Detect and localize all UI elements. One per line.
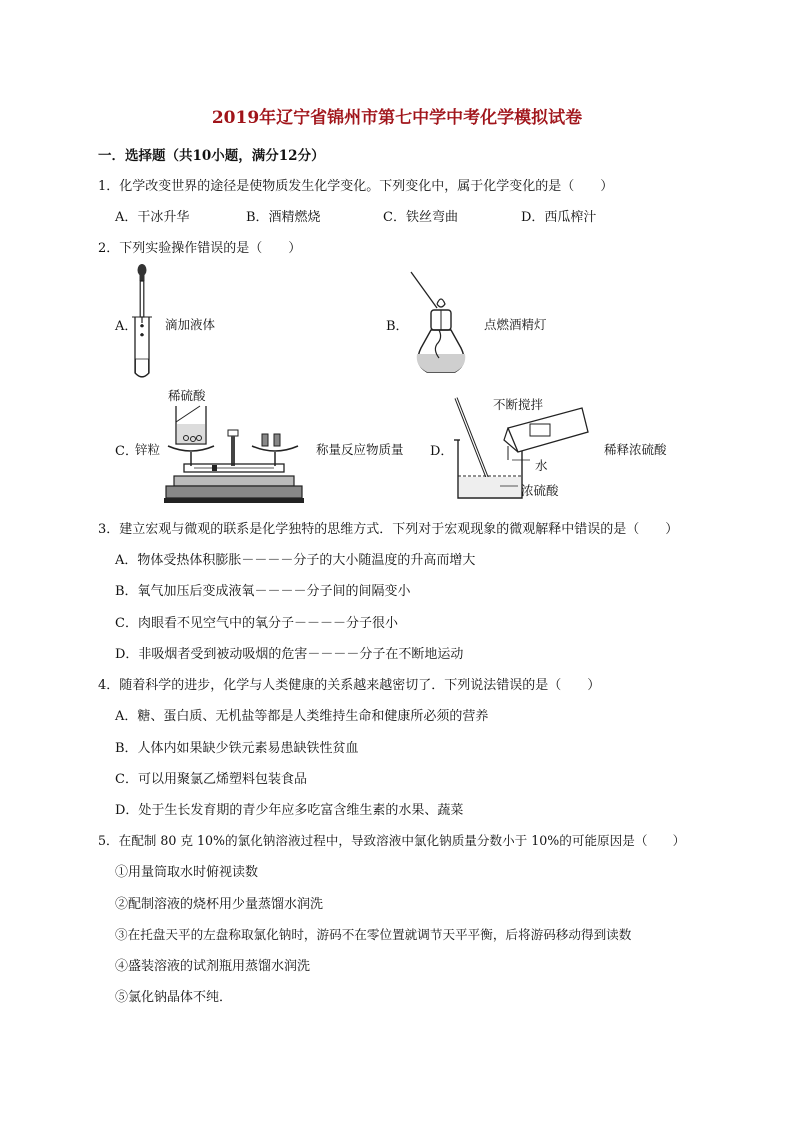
question-3-option-a: A．物体受热体积膨胀－－－－分子的大小随温度的升高而增大 xyxy=(115,553,476,568)
question-4-option-a: A．糖、蛋白质、无机盐等都是人类维持生命和健康所必须的营养 xyxy=(115,709,489,724)
question-2-option-d-stir-label: 不断搅拌 xyxy=(493,397,544,412)
question-5-item-2: ②配制溶液的烧杯用少量蒸馏水润洗 xyxy=(115,897,324,912)
question-3-option-b: B．氧气加压后变成液氧－－－－分子间的间隔变小 xyxy=(115,584,411,599)
question-4-stem: 4．随着科学的进步，化学与人类健康的关系越来越密切了．下列说法错误的是（ ） xyxy=(98,678,601,693)
question-3-option-d: D．非吸烟者受到被动吸烟的危害－－－－分子在不断地运动 xyxy=(115,647,464,662)
question-2-option-d-water-label: 水 xyxy=(535,458,548,473)
question-1-option-b: B．酒精燃烧 xyxy=(246,210,321,225)
question-2-option-a-letter: A． xyxy=(115,319,138,334)
question-5-item-4: ④盛装溶液的试剂瓶用蒸馏水润洗 xyxy=(115,959,311,974)
question-3-option-c: C．肉眼看不见空气中的氧分子－－－－分子很小 xyxy=(115,616,398,631)
question-5-stem: 5．在配制 80 克 10%的氯化钠溶液过程中，导致溶液中氯化钠质量分数小于 10%的可能原因是（ ） xyxy=(98,833,686,848)
alcohol-lamp-illustration xyxy=(409,270,475,376)
question-2-option-d-label: 稀释浓硫酸 xyxy=(604,442,667,457)
question-5-item-5: ⑤氯化钠晶体不纯． xyxy=(115,990,233,1005)
question-1-option-c: C．铁丝弯曲 xyxy=(383,210,458,225)
balance-illustration xyxy=(164,400,304,508)
section-heading: 一．选择题（共10小题，满分12分） xyxy=(98,148,325,164)
question-2-option-c-zinc-label: 锌粒 xyxy=(135,442,161,457)
question-2-option-a-label: 滴加液体 xyxy=(165,317,216,332)
exam-title: 2019年辽宁省锦州市第七中学中考化学模拟试卷 xyxy=(211,108,583,128)
question-2-option-b-letter: B． xyxy=(386,319,409,334)
question-2-option-d-letter: D． xyxy=(430,444,454,459)
question-4-option-d: D．处于生长发育期的青少年应多吃富含维生素的水果、蔬菜 xyxy=(115,803,464,818)
question-2-option-c-acid-label: 稀硫酸 xyxy=(168,388,206,403)
question-5-item-3: ③在托盘天平的左盘称取氯化钠时，游码不在零位置就调节天平平衡，后将游码移动得到读数 xyxy=(115,927,632,942)
question-1-option-a: A．干冰升华 xyxy=(115,210,190,225)
question-2-option-c-label: 称量反应物质量 xyxy=(316,442,404,457)
question-5-item-1: ①用量筒取水时俯视读数 xyxy=(115,865,259,880)
question-1-stem: 1．化学改变世界的途径是使物质发生化学变化。下列变化中，属于化学变化的是（ ） xyxy=(98,179,614,194)
question-2-option-b-label: 点燃酒精灯 xyxy=(484,317,547,332)
question-2-option-c-letter: C． xyxy=(115,444,138,459)
question-3-stem: 3．建立宏观与微观的联系是化学独特的思维方式．下列对于宏观现象的微观解释中错误的是（ ） xyxy=(98,522,679,537)
question-4-option-c: C．可以用聚氯乙烯塑料包装食品 xyxy=(115,772,307,787)
question-2-option-d-acid-label: 浓硫酸 xyxy=(521,483,559,498)
question-1-option-d: D．西瓜榨汁 xyxy=(521,210,597,225)
dropper-illustration xyxy=(126,263,160,383)
question-4-option-b: B．人体内如果缺少铁元素易患缺铁性贫血 xyxy=(115,741,359,756)
question-2-stem: 2．下列实验操作错误的是（ ） xyxy=(98,241,302,256)
